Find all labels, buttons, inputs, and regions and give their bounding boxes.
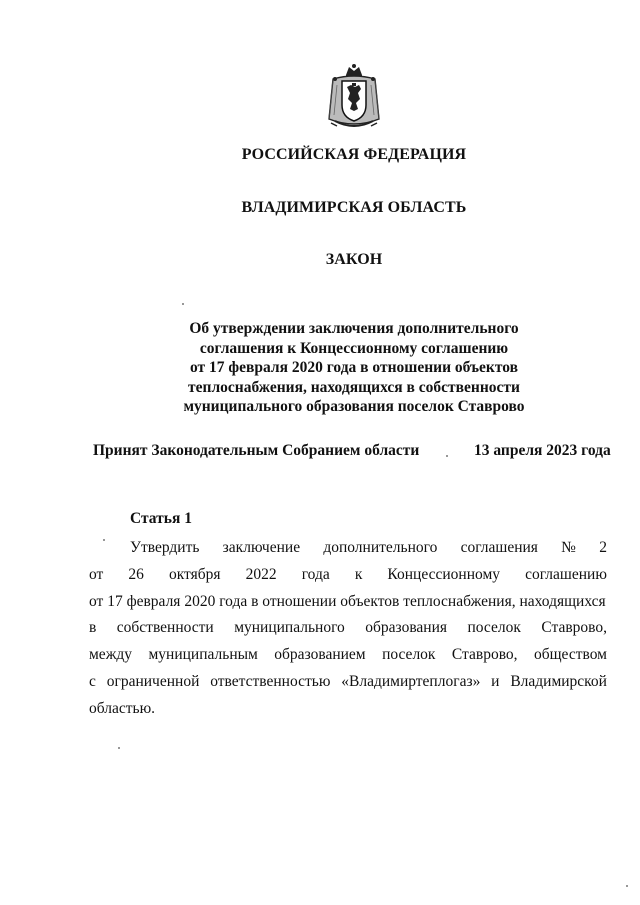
article-word: заключение [222,539,301,556]
law-title-line: Об утверждении заключения дополнительного [189,320,519,337]
scan-speck [182,303,184,305]
article-line [89,696,607,723]
article-word: 2 [599,539,607,556]
law-title-line: теплоснабжения, находящихся в собственности [188,378,520,396]
article-line [89,615,607,642]
article-word: № [561,539,576,556]
article-word: Владимирской [510,672,607,690]
law-title-line: соглашения к Концессионному соглашению [199,339,509,357]
article-word: ответственностью [210,672,331,690]
article-word: соглашению [525,565,607,583]
article-word: Утвердить [130,539,200,556]
article-word: «Владимиртеплогаз» [341,672,481,690]
article-word: областью. [89,699,156,717]
article-word: между [89,646,133,664]
scan-speck [626,885,628,887]
region-heading: ВЛАДИМИРСКАЯ ОБЛАСТЬ [241,199,467,216]
article-word: образованием [274,646,366,664]
article-word: с [89,672,96,690]
article-line [89,642,607,669]
law-title [170,319,538,417]
adopted-by: Принят Законодательным Собранием области [93,442,420,459]
article-body [89,535,607,723]
article-word: октября [168,565,221,583]
article-word: дополнительного [323,539,438,556]
article-word: ограниченной [106,672,200,690]
law-title-line: муниципального образования поселок Ставрово [183,398,525,416]
article-word: 26 [128,565,144,583]
article-line [89,589,607,616]
article-word: поселок [382,646,436,664]
article-word: Концессионному [387,565,501,583]
coat-of-arms-icon [325,63,383,131]
article-word: года [301,565,330,583]
country-heading: РОССИЙСКАЯ ФЕДЕРАЦИЯ [241,146,467,163]
scan-speck [118,747,120,749]
article-word: соглашения [460,539,538,556]
article-word: и [491,672,500,690]
article-line [89,669,607,696]
adoption-date: 13 апреля 2023 года [474,442,611,459]
article-heading: Статья 1 [130,510,192,527]
article-line [89,562,607,589]
article-word: Ставрово, [541,619,607,637]
article-word: 2022 [245,565,277,583]
article-word: собственности [116,619,214,637]
article-word: Ставрово, [451,646,518,664]
law-title-line: от 17 февраля 2020 года в отношении объектов [190,359,518,377]
article-word: муниципального [234,619,345,637]
article-line [89,535,607,562]
scan-speck [446,455,448,457]
scan-speck [103,539,105,541]
article-word: образования [365,619,448,637]
article-word: от 17 февраля 2020 года в отношении объектов теплоснабжения, находящихся [89,592,606,610]
article-word: от [89,565,104,583]
article-word: муниципальным [148,646,258,664]
article-word: в [89,619,97,637]
article-word: обществом [533,646,607,664]
article-word: к [354,565,363,583]
document-type-heading: ЗАКОН [325,251,383,268]
article-word: поселок [467,619,521,637]
